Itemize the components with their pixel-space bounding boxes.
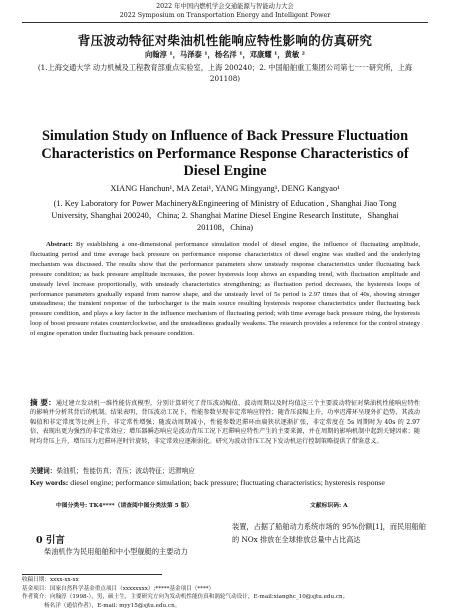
- footnote-author: 作者简介：向翰淳（1998-），男，硕士生，主要研究方向为发动机性能仿真和涡轮气动设计，E-mail:xianghc_10@sjtu.edu.cn；: [22, 594, 349, 601]
- keywords-cn: [30, 467, 420, 476]
- footnotes: [22, 576, 428, 610]
- affiliation-en: (1. Key Laboratory for Power Machinery&Engineering of Ministry of Education , Shanghai Jiao Tong University, Shanghai 200240，China; 2. Shanghai Marine Diesel Engine Research Institute，Shanghai 201108，China): [51, 199, 399, 232]
- clc-number: 中图分类号: TK4****（请查阅中图分类法第 5 版）: [56, 503, 193, 509]
- abstract-cn: [30, 398, 420, 446]
- keywords-cn-text: 柴油机；性能仿真；背压；波动特征；迟滞响应: [56, 467, 195, 475]
- authors-cn: 向翰淳 ¹，马泽泰 ¹，杨名洋 ¹，邓康耀 ¹，黄敏 ²: [144, 50, 306, 59]
- abstract-cn-label: 摘 要：: [30, 398, 56, 407]
- keywords-en-label: Key words:: [30, 478, 69, 487]
- document-code: 文献标识码: A: [310, 503, 348, 509]
- abstract-en: [30, 240, 420, 339]
- affiliation-cn: (1.上海交通大学 动力机械及工程教育部重点实验室，上海 200240；2. 中国船舶重工集团公司第七一一研究所，上海 201108): [37, 63, 413, 83]
- intro-text-right: 装置，占据了船舶动力系统市场的 95%份额[1]，而民用船舶的 NOx 排放在全球排放总量中占比高达: [232, 522, 426, 544]
- abstract-en-text: By establishing a one-dimensional performance simulation model of diesel engine, the influence of fluctuating amplitude, fluctuating period and time average back pressure on performance response characteristics of diesel engine was studied and the underlying mechanism was discussed. The results show that the performance parameters show unsteady response characteristics under fluctuating back pressure condition; as back pressure amplitude increases, the power hysteresis loop shows an expanding trend, with fluctuation amplitude and unsteady level increase proportionally, with unsteady characteristics strengthening; as fluctuation period decreases, the hysteresis loops of performance parameters gradually expand from narrow shape, and the unsteady level of 5s period is 2.97 times that of 40s, showing stronger unsteadiness; the transient response of the turbocharger is the main source resulting hysteresis response characteristics under fluctuating back pressure condition, and plays a key factor in the influence mechanism of fluctuating period; with time average back pressure rising, the hysteresis loop of boost pressure rotates counterclockwise, and the unsteadiness gradually weakens. The research provides a reference for the control strategy of engine operation under fluctuating back pressure condition.: [30, 241, 420, 338]
- abstract-en-label: Abstract:: [46, 241, 73, 248]
- footnote-corresponding: 杨名洋（通信作者），E-mail: myy15@sjtu.edu.cn。: [44, 602, 181, 609]
- section-heading-intro: 0 引言: [36, 535, 65, 546]
- authors-en: XIANG Hanchun¹, MA Zetai¹, YANG Mingyang¹, DENG Kangyao¹: [110, 184, 340, 193]
- conference-header-en: 2022 Symposium on Transportation Energy and Intelligent Power: [119, 12, 331, 19]
- footnote-fund: 基金项目：国家自然科学基金重点项目（xxxxxxxx）;*****基金项目（****）: [22, 585, 215, 592]
- keywords-en: [30, 478, 420, 488]
- title-en: Simulation Study on Influence of Back Pressure Fluctuation Characteristics on Performance Response Characteristics of Diesel Engine: [41, 128, 409, 179]
- conference-header-cn: 2022 年中国内燃机学会交通能源与智能动力大会: [156, 3, 294, 10]
- footnote-received: 收稿日期：xxxx-xx-xx: [22, 577, 79, 583]
- abstract-cn-text: 通过建立发动机一维性能仿真模型，分别计算研究了背压波动幅值、波动周期以及时均值这三个主要波动特征对柴油机性能响应特性的影响并分析其背后的机制。结果表明，背压波动工况下，性能参数呈现非定常响应特性；随背压波幅上升，功率迟滞环呈现外扩趋势，其波动幅值和非定常度等比例上升，非定常性增强；随波动周期减小，性能参数迟滞环由扁狭状逐渐扩张，非定常度在 5s 周期时为 40s 的 2.97 倍，表现出更为强烈的非定常效应；增压器瞬态响应是波动背压工况下迟滞响应特性产生的主要来源，并在周期的影响机制中起到关键因素；随时均背压上升，增压压力迟滞环逆时针旋转，非定常效应逐渐弱化。研究为波动背压工况下发动机运行控制策略提供了借鉴意义。: [30, 400, 420, 445]
- title-cn: 背压波动特征对柴油机性能响应特性影响的仿真研究: [77, 33, 373, 48]
- keywords-cn-label: 关键词：: [30, 467, 57, 475]
- intro-text-left: 柴油机作为民用船舶和中小型舰艇的主要动力: [44, 547, 188, 556]
- keywords-en-text: diesel engine; performance simulation; back pressure; fluctuating characteristics; hysteresis response: [70, 478, 385, 487]
- footnote-rule: [22, 574, 162, 575]
- header-rule: [22, 22, 428, 23]
